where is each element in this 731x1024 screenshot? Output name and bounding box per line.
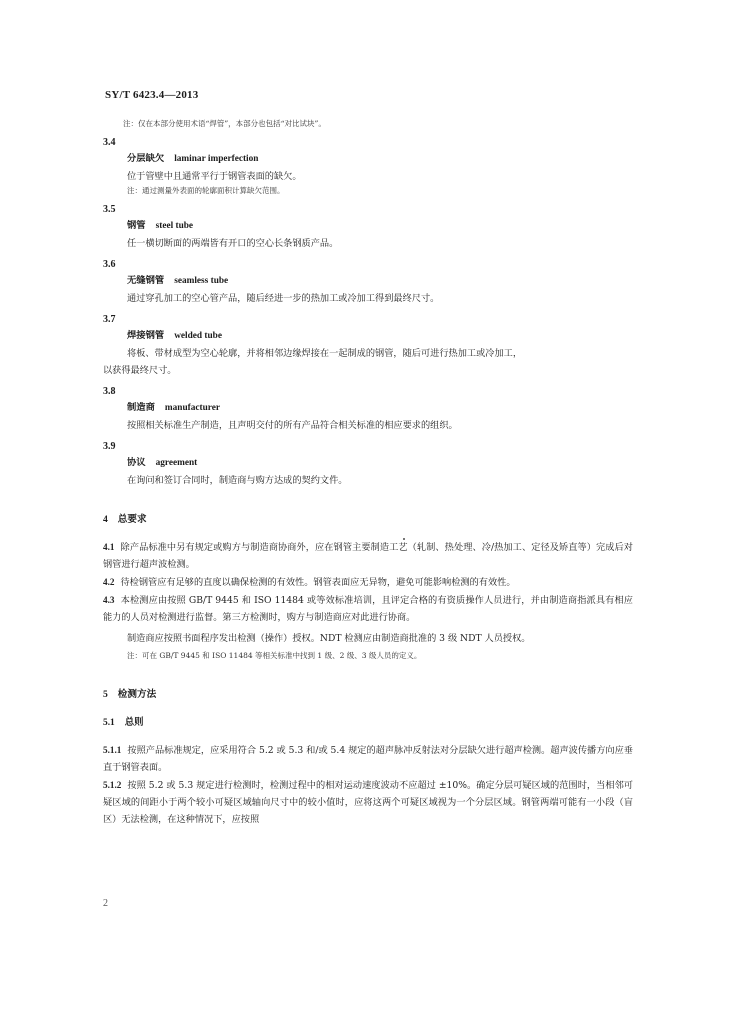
term-cn: 分层缺欠 xyxy=(127,153,165,164)
clause-text: 待检钢管应有足够的直度以确保检测的有效性。钢管表面应无异物，避免可能影响检测的有效性。 xyxy=(120,577,516,588)
term-cn: 钢管 xyxy=(127,220,146,231)
term-cn: 制造商 xyxy=(127,402,155,413)
scan-speck xyxy=(403,538,405,540)
subsection-title xyxy=(103,714,633,728)
section-number: 4 xyxy=(103,514,108,525)
clause-paragraph xyxy=(103,539,633,573)
page-number: 2 xyxy=(103,898,108,909)
term-heading xyxy=(103,327,633,345)
term-en: manufacturer xyxy=(164,403,220,413)
clause-text: 按照 5.2 或 5.3 规定进行检测时，检测过程中的相对运动速度波动不应超过 ±10%。确定分层可疑区域的范围时，当相邻可疑区域的间距小于两个较小可疑区域轴向尺寸中的较小值时，应将这两个可疑区域视为一个分层区域。钢管两端可能有一小段（盲区）无法检测，在这种情况下，应按照 xyxy=(103,780,633,825)
term-definition: 在询问和签订合同时，制造商与购方达成的契约文件。 xyxy=(127,475,348,486)
term-cn: 协议 xyxy=(127,457,146,468)
section-note: 注：可在 GB/T 9445 和 ISO 11484 等相关标准中找到 1 级、2 级、3 级人员的定义。 xyxy=(127,651,422,660)
term-en: welded tube xyxy=(174,331,222,341)
section-title-text: 检测方法 xyxy=(117,689,157,700)
clause-paragraph xyxy=(103,742,633,776)
clause-paragraph: 制造商应按照书面程序发出检测（操作）授权。NDT 检测应由制造商批准的 3 级 NDT 人员授权。 xyxy=(127,633,531,644)
term-en: seamless tube xyxy=(174,276,229,286)
term-cn: 无缝钢管 xyxy=(127,275,165,286)
clause-number: 3.4 xyxy=(103,137,116,148)
clause-number: 3.8 xyxy=(103,386,116,397)
term-heading xyxy=(103,272,633,290)
clause-number: 5.1.2 xyxy=(103,780,122,790)
standard-code-header: SY/T 6423.4—2013 xyxy=(105,89,199,101)
term-note: 注：通过测量外表面的轮廓面积计算缺欠范围。 xyxy=(127,186,285,195)
section-number: 5 xyxy=(103,689,108,700)
section-title xyxy=(103,686,633,700)
clause-number: 3.9 xyxy=(103,441,116,452)
clause-paragraph xyxy=(103,777,633,828)
subsection-title-text: 总则 xyxy=(124,717,144,728)
clause-paragraph xyxy=(103,592,633,626)
term-heading xyxy=(103,217,633,235)
top-note: 注：仅在本部分使用术语“焊管”，本部分也包括“对比试块”。 xyxy=(123,119,326,128)
clause-text: 除产品标准中另有规定或购方与制造商协商外，应在钢管主要制造工艺（轧制、热处理、冷/热加工、定径及矫直等）完成后对钢管进行超声波检测。 xyxy=(103,542,633,570)
section-title-text: 总要求 xyxy=(117,514,147,525)
clause-number: 4.2 xyxy=(103,577,115,587)
clause-text: 按照产品标准规定，应采用符合 5.2 或 5.3 和/或 5.4 规定的超声脉冲反射法对分层缺欠进行超声检测。超声波传播方向应垂直于钢管表面。 xyxy=(103,745,633,773)
subsection-number: 5.1 xyxy=(103,718,115,728)
clause-number: 5.1.1 xyxy=(103,745,122,755)
clause-number: 3.7 xyxy=(103,314,116,325)
clause-number: 4.1 xyxy=(103,542,115,552)
clause-number: 3.6 xyxy=(103,259,116,270)
term-definition: 按照相关标准生产制造，且声明交付的所有产品符合相关标准的相应要求的组织。 xyxy=(127,420,458,431)
term-definition: 任一横切断面的两端皆有开口的空心长条钢质产品。 xyxy=(127,238,339,249)
clause-paragraph xyxy=(103,574,633,591)
term-heading xyxy=(103,399,633,417)
term-en: steel tube xyxy=(155,221,194,231)
term-heading xyxy=(103,454,633,472)
term-heading xyxy=(103,150,633,168)
term-definition: 将板、带材成型为空心轮廓，并将相邻边缘焊接在一起制成的钢管，随后可进行热加工或冷加工， xyxy=(127,348,523,359)
section-title xyxy=(103,511,633,525)
document-body xyxy=(103,118,633,829)
term-cn: 焊接钢管 xyxy=(127,330,165,341)
clause-text: 本检测应由按照 GB/T 9445 和 ISO 11484 或等效标准培训，且评定合格的有资质操作人员进行，并由制造商指派具有相应能力的人员对检测进行监督。第三方检测时，购方与制造商应对此进行协商。 xyxy=(103,595,633,623)
term-en: laminar imperfection xyxy=(174,154,259,164)
term-definition: 通过穿孔加工的空心管产品，随后经进一步的热加工或冷加工得到最终尺寸。 xyxy=(127,293,440,304)
term-definition-continued: 以获得最终尺寸。 xyxy=(103,365,177,376)
term-definition: 位于管壁中且通常平行于钢管表面的缺欠。 xyxy=(127,171,302,182)
term-en: agreement xyxy=(155,458,198,468)
clause-number: 4.3 xyxy=(103,595,115,605)
clause-number: 3.5 xyxy=(103,204,116,215)
